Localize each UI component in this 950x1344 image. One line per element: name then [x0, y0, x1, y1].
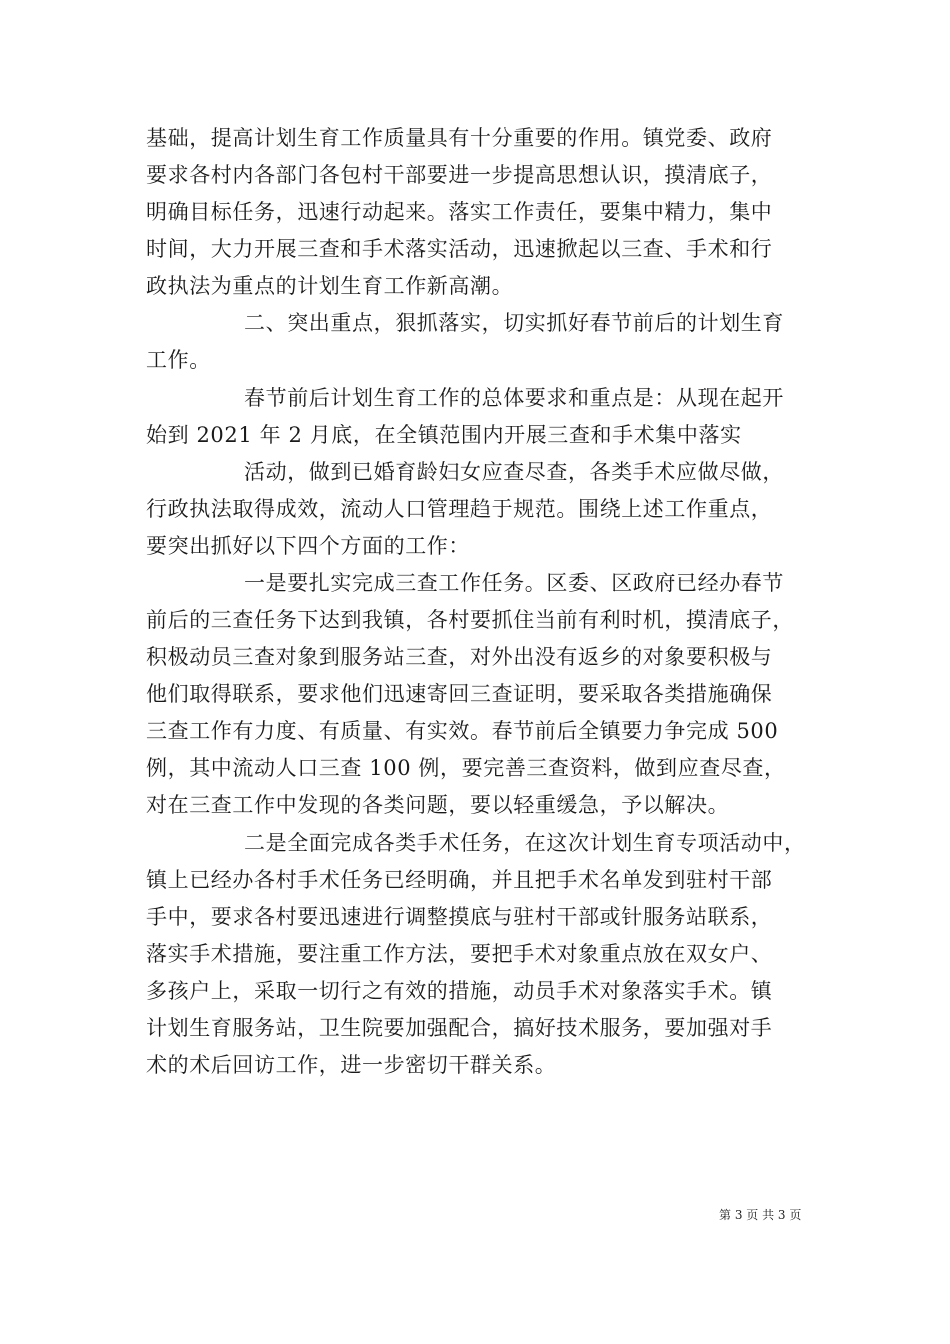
- text-line: 活动，做到已婚育龄妇女应查尽查，各类手术应做尽做，: [244, 460, 784, 484]
- section-heading-continued: 工作。: [146, 348, 211, 372]
- text-line: 积极动员三查对象到服务站三查，对外出没有返乡的对象要积极与: [146, 645, 773, 669]
- text-line: 术的术后回访工作，进一步密切干群关系。: [146, 1053, 557, 1077]
- text-line: 三查工作有力度、有质量、有实效。春节前后全镇要力争完成 500: [146, 719, 779, 743]
- text-line: 春节前后计划生育工作的总体要求和重点是：从现在起开: [244, 386, 784, 410]
- text-line: 对在三查工作中发现的各类问题，要以轻重缓急，予以解决。: [146, 793, 730, 817]
- text-line: 政执法为重点的计划生育工作新高潮。: [146, 274, 514, 298]
- text-line: 多孩户上，采取一切行之有效的措施，动员手术对象落实手术。镇: [146, 979, 773, 1003]
- text-line: 基础，提高计划生育工作质量具有十分重要的作用。镇党委、政府: [146, 126, 773, 150]
- text-line: 始到 2021 年 2 月底，在全镇范围内开展三查和手术集中落实: [146, 423, 742, 447]
- text-line: 手中，要求各村要迅速进行调整摸底与驻村干部或针服务站联系，: [146, 905, 773, 929]
- text-line: 要求各村内各部门各包村干部要进一步提高思想认识，摸清底子，: [146, 163, 773, 187]
- text-line: 行政执法取得成效，流动人口管理趋于规范。围绕上述工作重点，: [146, 497, 773, 521]
- text-line: 例，其中流动人口三查 100 例，要完善三查资料，做到应查尽查，: [146, 756, 786, 780]
- text-line: 要突出抓好以下四个方面的工作：: [146, 534, 470, 558]
- page-number: 第 3 页 共 3 页: [719, 1208, 802, 1222]
- text-line: 镇上已经办各村手术任务已经明确，并且把手术名单发到驻村干部: [146, 868, 773, 892]
- text-line: 明确目标任务，迅速行动起来。落实工作责任，要集中精力，集中: [146, 200, 773, 224]
- text-line: 一是要扎实完成三查工作任务。区委、区政府已经办春节: [244, 571, 784, 595]
- text-line: 他们取得联系，要求他们迅速寄回三查证明，要采取各类措施确保: [146, 682, 773, 706]
- text-line: 时间，大力开展三查和手术落实活动，迅速掀起以三查、手术和行: [146, 237, 773, 261]
- section-heading: 二、突出重点，狠抓落实，切实抓好春节前后的计划生育: [244, 311, 784, 335]
- text-line: 落实手术措施，要注重工作方法，要把手术对象重点放在双女户、: [146, 942, 773, 966]
- text-line: 计划生育服务站，卫生院要加强配合，搞好技术服务，要加强对手: [146, 1016, 773, 1040]
- text-line: 前后的三查任务下达到我镇，各村要抓住当前有利时机，摸清底子，: [146, 608, 794, 632]
- text-line: 二是全面完成各类手术任务，在这次计划生育专项活动中，: [244, 831, 806, 855]
